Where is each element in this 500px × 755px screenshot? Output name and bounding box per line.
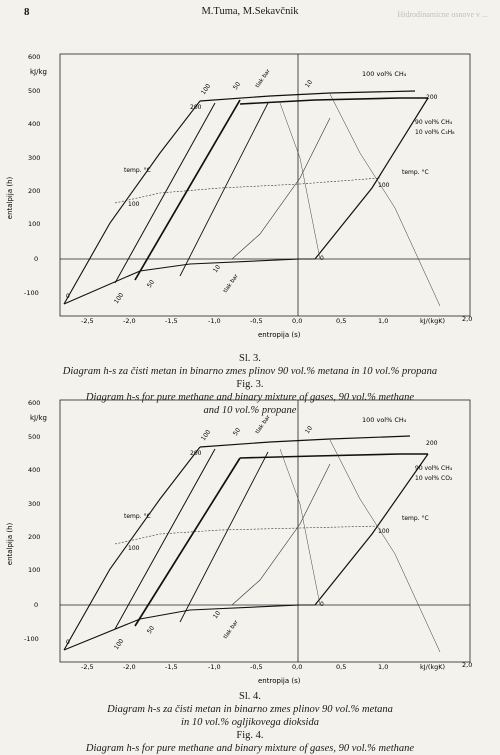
temp-label-right: temp. °C [402,515,429,522]
pressure-label: 100 [112,291,126,306]
x-axis-label: entropija (s) [258,331,301,339]
x-tick: 1,0 [378,317,389,325]
isotherm-100 [115,526,380,544]
mix-vapour-line [240,454,428,458]
x-tick: -0,5 [250,663,263,671]
pressure-label: 10 [211,609,223,621]
pressure-label: 50 [231,80,243,92]
legend-mix-line2: 10 vol% CO₂ [415,475,453,482]
x-tick: -2,5 [81,663,94,671]
caption-figure-4: Sl. 4. Diagram h-s za čisti metan in binarno zmes plinov 90 vol.% metana in 10 vol.% ogljikovega dioksida Fig. 4. Diagram h-s for pure methane and binary mixture of gases, 90 vol.% methane [85,691,415,754]
x-tick: -1,5 [165,663,178,671]
iso-label: 0 [66,293,70,300]
iso-label: 200 [190,450,202,457]
iso-label: 100 [378,182,390,189]
temp-label-left: temp. °C [124,167,151,174]
y-tick: 500 [28,87,41,95]
y-tick: 600 [28,53,41,61]
isotherm-thin [280,103,320,259]
y-tick: 0 [34,255,39,263]
y-axis-label: entalpija (h) [6,522,14,566]
pressure-label: 10 [211,263,223,275]
x-unit: kJ/(kgK) [420,317,446,325]
pressure-label: 10 [303,424,315,436]
isobar-thin [232,464,330,605]
saturated-vapour-line [315,454,428,605]
x-tick: -0,5 [250,317,263,325]
pressure-label: 10 [303,78,315,90]
y-tick: 600 [28,399,41,407]
isobar-50 [115,103,215,283]
legend-mix-line1: 90 vol% CH₄ [415,119,453,126]
saturated-liquid-line [64,605,315,650]
y-tick: 400 [28,120,41,128]
y-tick: 200 [28,533,41,541]
y-tick: 100 [28,566,41,574]
pressure-label: tlak bar [222,273,240,295]
iso-label: 100 [378,528,390,535]
pressure-label: 100 [199,82,213,97]
pressure-label: tlak bar [222,619,240,641]
x-tick: -2,0 [123,317,136,325]
figure-4-plot [0,394,500,694]
isotherm-100 [115,178,380,203]
isobar-100-vapour [200,436,410,447]
y-tick: 100 [28,220,41,228]
y-axis-label: entalpija (h) [6,176,14,220]
x-tick: -1,5 [165,317,178,325]
isotherm-thin [280,449,320,605]
iso-label: 200 [426,440,438,447]
x-tick: 1,0 [378,663,389,671]
iso-label: 0 [320,255,324,262]
x-unit: kJ/(kgK) [420,663,446,671]
x-tick: 2,0 [462,661,473,669]
iso-label: 0 [66,639,70,646]
pressure-label: 50 [145,278,157,290]
isobar-10 [180,452,268,622]
y-tick: 500 [28,433,41,441]
x-tick: 0,0 [292,317,303,325]
iso-label: 200 [190,104,202,111]
iso-label: 100 [128,201,140,208]
y-tick: 400 [28,466,41,474]
mix-vapour-line [240,98,428,104]
y-tick: 300 [28,154,41,162]
page-number: 8 [24,6,30,18]
x-tick: 0,0 [292,663,303,671]
pressure-label: 50 [231,426,243,438]
isobar-mix-50 [135,458,240,626]
x-tick: 2,0 [462,315,473,323]
x-tick: -2,5 [81,317,94,325]
y-tick: -100 [24,289,39,297]
x-tick: 0,5 [336,663,347,671]
figure-3-plot [0,48,500,348]
legend-mix-line2: 10 vol% C₃H₈ [415,129,455,136]
y-tick: 300 [28,500,41,508]
iso-label: 200 [426,94,438,101]
pressure-label: 100 [199,428,213,443]
iso-label: 0 [320,601,324,608]
y-unit: kJ/kg [30,68,47,76]
x-tick: -1,0 [208,317,221,325]
caption-figure-3: Sl. 3. Diagram h-s za čisti metan in binarno zmes plinov 90 vol.% metana in 10 vol.% propana Fig. 3. Diagram h-s for pure methane and binary mixture of gases, 90 vol.% methane and 10 vol.% propane [62,353,438,416]
pressure-label: 50 [145,624,157,636]
plot-frame [60,400,470,662]
legend-pure-methane: 100 vol% CH₄ [362,70,407,78]
figure-3 [0,48,500,348]
isobar-100-vapour [200,91,415,101]
temp-label-right: temp. °C [402,169,429,176]
y-tick: 0 [34,601,39,609]
legend-pure-methane: 100 vol% CH₄ [362,416,407,424]
isobar-50 [115,449,215,629]
isobar-thin [232,118,330,259]
x-tick: -2,0 [123,663,136,671]
iso-label: 100 [128,545,140,552]
x-axis-label: entropija (s) [258,677,301,685]
temp-label-left: temp. °C [124,513,151,520]
y-tick: -100 [24,635,39,643]
running-head-authors: M.Tuma, M.Sekavčnik [201,6,299,17]
figure-4 [0,394,500,694]
plot-frame [60,54,470,316]
pressure-label: tlak bar [254,414,272,436]
y-unit: kJ/kg [30,414,47,422]
bleed-through-text: Hidrodinamicne osnove v ... [397,10,488,19]
y-tick: 200 [28,187,41,195]
pressure-label: 100 [112,637,126,652]
saturated-vapour-line [315,98,428,259]
x-tick: 0,5 [336,317,347,325]
x-tick: -1,0 [208,663,221,671]
pressure-label: tlak bar [254,68,272,90]
saturated-liquid-line [64,259,315,304]
legend-mix-line1: 90 vol% CH₄ [415,465,453,472]
